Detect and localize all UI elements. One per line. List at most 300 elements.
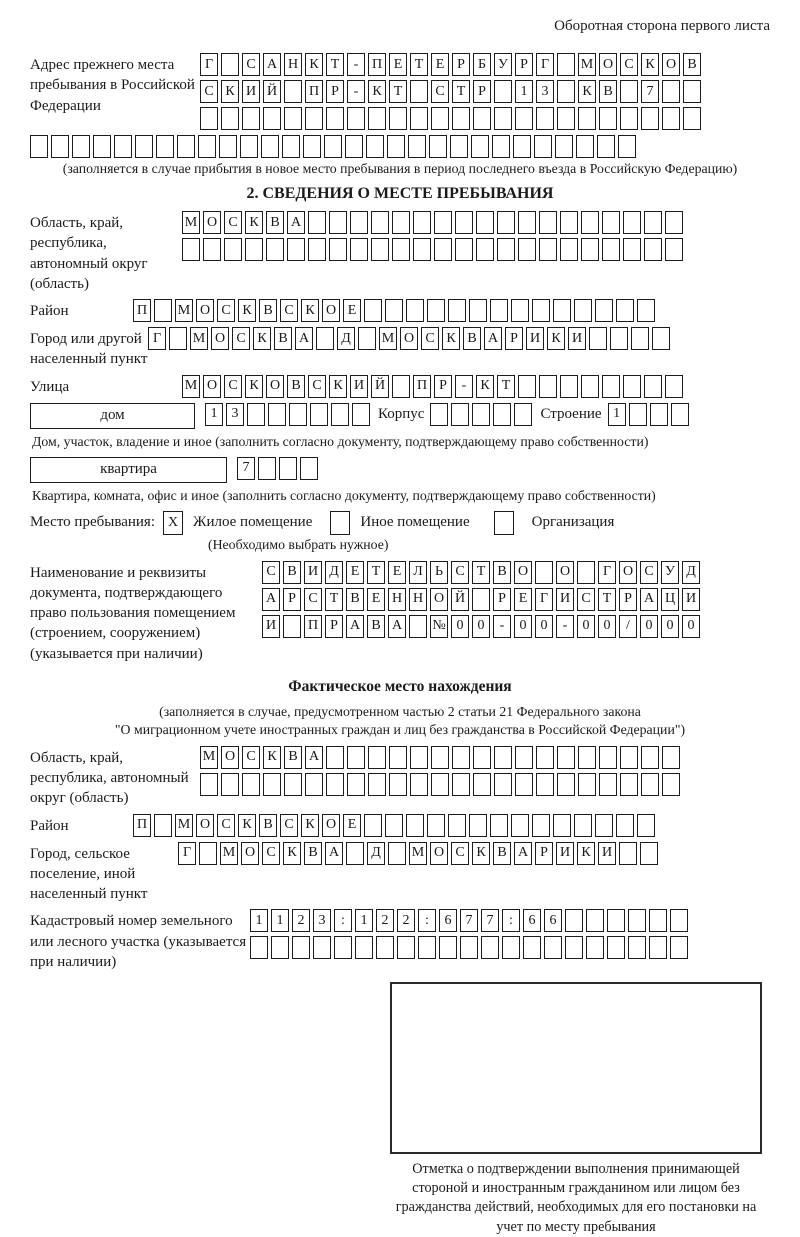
char-box [620,80,638,103]
char-box [308,211,326,234]
char-box: Т [326,53,344,76]
char-box [515,773,533,796]
place-type-label: Место пребывания: [30,514,155,530]
char-box [472,403,490,426]
char-box [476,211,494,234]
char-box-row [182,375,683,398]
char-box [539,238,557,261]
char-box [586,909,604,932]
char-box: С [224,211,242,234]
char-box: П [304,615,322,638]
char-box: О [203,211,221,234]
kvartira-box: квартира [30,457,227,483]
char-box [581,375,599,398]
char-box [578,107,596,130]
char-box [72,135,90,158]
char-box: К [577,842,595,865]
char-box: О [430,842,448,865]
char-box: В [259,814,277,837]
char-box: И [682,588,700,611]
char-box [607,936,625,959]
char-box-row [205,403,370,426]
char-box [427,299,445,322]
char-box [595,814,613,837]
char-box [313,936,331,959]
char-box [534,135,552,158]
char-box: А [640,588,658,611]
char-box [284,80,302,103]
char-box: И [304,561,322,584]
char-box [576,135,594,158]
char-box: Е [431,53,449,76]
char-box [515,107,533,130]
char-box [557,773,575,796]
char-box [308,238,326,261]
char-box [410,107,428,130]
char-box [385,299,403,322]
char-box [240,135,258,158]
char-box: С [242,53,260,76]
char-box [358,327,376,350]
char-box [434,238,452,261]
char-box [557,80,575,103]
char-box [616,814,634,837]
char-box [182,238,200,261]
char-box: 0 [598,615,616,638]
char-box: П [368,53,386,76]
char-box: С [451,561,469,584]
char-box: - [556,615,574,638]
char-box [451,403,469,426]
char-box [452,773,470,796]
char-box [279,457,297,480]
char-box: О [322,299,340,322]
char-box [535,561,553,584]
char-box: О [430,588,448,611]
char-box [644,211,662,234]
char-box [366,135,384,158]
char-box: К [476,375,494,398]
char-box [532,299,550,322]
char-box: П [133,814,151,837]
char-box-row [608,403,689,426]
char-box: Б [473,53,491,76]
char-box [242,107,260,130]
checkbox-zhiloe: X [163,511,183,535]
char-box: И [598,842,616,865]
char-box: И [350,375,368,398]
document-rows [262,561,700,638]
char-box: С [232,327,250,350]
confirmation-stamp-area [390,982,762,1237]
char-box [263,773,281,796]
cadastre-field [30,909,770,972]
char-box [602,211,620,234]
char-box: Р [434,375,452,398]
char-box: А [325,842,343,865]
char-box: 1 [355,909,373,932]
char-box [406,814,424,837]
char-box: М [175,299,193,322]
char-box [662,746,680,769]
char-box [324,135,342,158]
char-box [135,135,153,158]
char-box [581,211,599,234]
char-box: 7 [460,909,478,932]
char-box: В [259,299,277,322]
char-box [347,107,365,130]
char-box [51,135,69,158]
char-box [650,403,668,426]
char-box: / [619,615,637,638]
char-box [637,299,655,322]
char-box: А [305,746,323,769]
char-box [649,936,667,959]
char-box [623,238,641,261]
char-box: М [182,211,200,234]
char-box: И [556,588,574,611]
char-box [300,457,318,480]
char-box [371,238,389,261]
char-box [268,403,286,426]
char-box [578,773,596,796]
char-box: 6 [544,909,562,932]
char-box [410,80,428,103]
char-box [473,773,491,796]
char-box: С [242,746,260,769]
stroenie-label: Строение [540,405,602,422]
char-box: С [620,53,638,76]
char-box [413,211,431,234]
char-box: 7 [237,457,255,480]
char-box [460,936,478,959]
gorod-field [30,327,770,370]
dom-caption: Дом, участок, владение и иное (заполнить согласно документу, подтверждающему право собственности) [32,433,649,449]
char-box [560,375,578,398]
char-box [513,135,531,158]
char-box [652,327,670,350]
char-box: Т [497,375,515,398]
char-box [523,936,541,959]
char-box [565,909,583,932]
char-box [329,211,347,234]
char-box: Н [284,53,302,76]
char-box [371,211,389,234]
char-box [431,773,449,796]
char-box: № [430,615,448,638]
char-box: К [305,53,323,76]
char-box [595,299,613,322]
char-box [427,814,445,837]
char-box [347,746,365,769]
char-box-row [200,746,680,769]
char-box [448,814,466,837]
char-box [557,107,575,130]
char-box [623,211,641,234]
option-organizaciya-label: Организация [531,514,615,530]
char-box [156,135,174,158]
char-box: Е [514,588,532,611]
dom-field [30,403,770,429]
char-box: Г [536,53,554,76]
char-box [154,299,172,322]
confirmation-stamp-note: Отметка о подтверждении выполнения принимающей стороной и иностранным гражданином или лицом без гражданства действий, необходимых для его постановки на учет по месту пребывания [395,1161,757,1235]
document-label: Наименование и реквизиты документа, подтверждающего право пользования помещением (строением, сооружением) (указывается при наличии) [30,564,236,662]
char-box [368,746,386,769]
fact-oblast-label: Область, край, республика, автономный округ (область) [30,749,189,807]
char-box: С [217,299,235,322]
char-box [628,936,646,959]
char-box [219,135,237,158]
char-box [448,299,466,322]
cadastre-rows [250,909,688,959]
char-box [316,327,334,350]
char-box [683,80,701,103]
char-box: К [245,211,263,234]
char-box [303,135,321,158]
char-box [671,403,689,426]
char-box [644,238,662,261]
checkbox-organizaciya [494,511,514,535]
char-box: 0 [472,615,490,638]
char-box [413,238,431,261]
char-box: О [203,375,221,398]
char-box: - [455,375,473,398]
char-box [544,936,562,959]
char-box: К [283,842,301,865]
char-box: 3 [536,80,554,103]
char-box [364,814,382,837]
char-box: О [599,53,617,76]
char-box [536,746,554,769]
char-box: М [379,327,397,350]
char-box: К [547,327,565,350]
char-box: 1 [205,403,223,426]
char-box: А [263,53,281,76]
char-box: К [329,375,347,398]
char-box: М [220,842,238,865]
char-box [670,936,688,959]
char-box [418,936,436,959]
char-box [553,814,571,837]
char-box: М [182,375,200,398]
char-box: Е [388,561,406,584]
char-box [557,53,575,76]
char-box [494,80,512,103]
char-box [287,238,305,261]
char-box: О [556,561,574,584]
option-zhiloe-label: Жилое помещение [193,514,313,530]
char-box [620,746,638,769]
char-box [644,375,662,398]
char-box [388,842,406,865]
char-box: В [346,588,364,611]
actual-location-note1: (заполняется в случае, предусмотренном частью 2 статьи 21 Федерального закона [159,703,641,719]
char-box [221,773,239,796]
char-box [472,588,490,611]
char-box [355,936,373,959]
char-box: В [367,615,385,638]
char-box: Р [619,588,637,611]
char-box [662,107,680,130]
char-box [577,561,595,584]
char-box [469,814,487,837]
char-box [623,375,641,398]
char-box: К [301,299,319,322]
char-box: А [262,588,280,611]
char-box: 1 [250,909,268,932]
prev-stay-address-rows [200,53,701,130]
char-box [347,773,365,796]
char-box: Т [410,53,428,76]
char-box-row [262,561,700,584]
char-box: Г [178,842,196,865]
char-box [631,327,649,350]
char-box [494,773,512,796]
char-box: 3 [226,403,244,426]
char-box: П [133,299,151,322]
char-box [169,327,187,350]
char-box [586,936,604,959]
char-box: К [263,746,281,769]
char-box [560,238,578,261]
char-box [620,107,638,130]
char-box [30,135,48,158]
char-box [539,375,557,398]
char-box: Г [535,588,553,611]
char-box: С [577,588,595,611]
char-box [602,375,620,398]
char-box: 0 [514,615,532,638]
char-box [641,746,659,769]
char-box [497,211,515,234]
char-box: В [284,746,302,769]
char-box: : [418,909,436,932]
char-box: С [304,588,322,611]
char-box [497,238,515,261]
char-box [387,135,405,158]
char-box [350,238,368,261]
char-box-row [148,327,670,350]
char-box [619,842,637,865]
char-box: - [493,615,511,638]
char-box [599,773,617,796]
char-box [589,327,607,350]
char-box: : [334,909,352,932]
char-box [326,773,344,796]
char-box: Т [472,561,490,584]
char-box: Е [343,299,361,322]
char-box: П [413,375,431,398]
char-box: Р [515,53,533,76]
char-box [334,936,352,959]
option-inoe-label: Иное помещение [360,514,470,530]
char-box [376,936,394,959]
char-box: Р [326,80,344,103]
char-box: И [556,842,574,865]
char-box [345,135,363,158]
char-box: С [308,375,326,398]
actual-location-title: Фактическое место нахождения [288,677,512,695]
kvartira-caption: Квартира, комната, офис и иное (заполнить согласно документу, подтверждающему право собственности) [32,487,656,503]
char-box: Д [325,561,343,584]
char-box: О [662,53,680,76]
char-box-row [262,588,700,611]
char-box [492,135,510,158]
char-box [599,107,617,130]
char-box [518,211,536,234]
char-box: А [346,615,364,638]
char-box: С [640,561,658,584]
char-box [410,746,428,769]
char-box: К [221,80,239,103]
char-box-row [430,403,532,426]
char-box [409,615,427,638]
char-box [364,299,382,322]
char-box [473,746,491,769]
char-box [408,135,426,158]
char-box [602,238,620,261]
char-box: Р [325,615,343,638]
char-box [431,107,449,130]
char-box: О [266,375,284,398]
char-box [429,135,447,158]
char-box: - [347,53,365,76]
raion-label: Район [30,303,69,319]
char-box: М [409,842,427,865]
char-box [515,746,533,769]
char-box: 1 [271,909,289,932]
char-box: У [494,53,512,76]
char-box [536,773,554,796]
char-box: С [431,80,449,103]
char-box [481,936,499,959]
char-box: 0 [451,615,469,638]
char-box [494,746,512,769]
char-box [620,773,638,796]
char-box [203,238,221,261]
char-box-row [250,909,688,932]
char-box: А [484,327,502,350]
char-box [263,107,281,130]
char-box [452,746,470,769]
char-box: Р [505,327,523,350]
fact-oblast-field [30,746,770,809]
char-box [389,773,407,796]
char-box: О [221,746,239,769]
char-box: 6 [523,909,541,932]
char-box: К [253,327,271,350]
char-box-row [182,238,683,261]
char-box [326,746,344,769]
char-box [616,299,634,322]
char-box [511,814,529,837]
char-box: В [287,375,305,398]
korpus-label: Корпус [378,405,425,422]
char-box: В [463,327,481,350]
char-box: 3 [313,909,331,932]
char-box [455,211,473,234]
char-box: Н [409,588,427,611]
char-box: К [238,299,256,322]
char-box [200,107,218,130]
char-box [198,135,216,158]
char-box: 2 [292,909,310,932]
char-box [261,135,279,158]
char-box: И [568,327,586,350]
char-box [305,107,323,130]
char-box: А [388,615,406,638]
